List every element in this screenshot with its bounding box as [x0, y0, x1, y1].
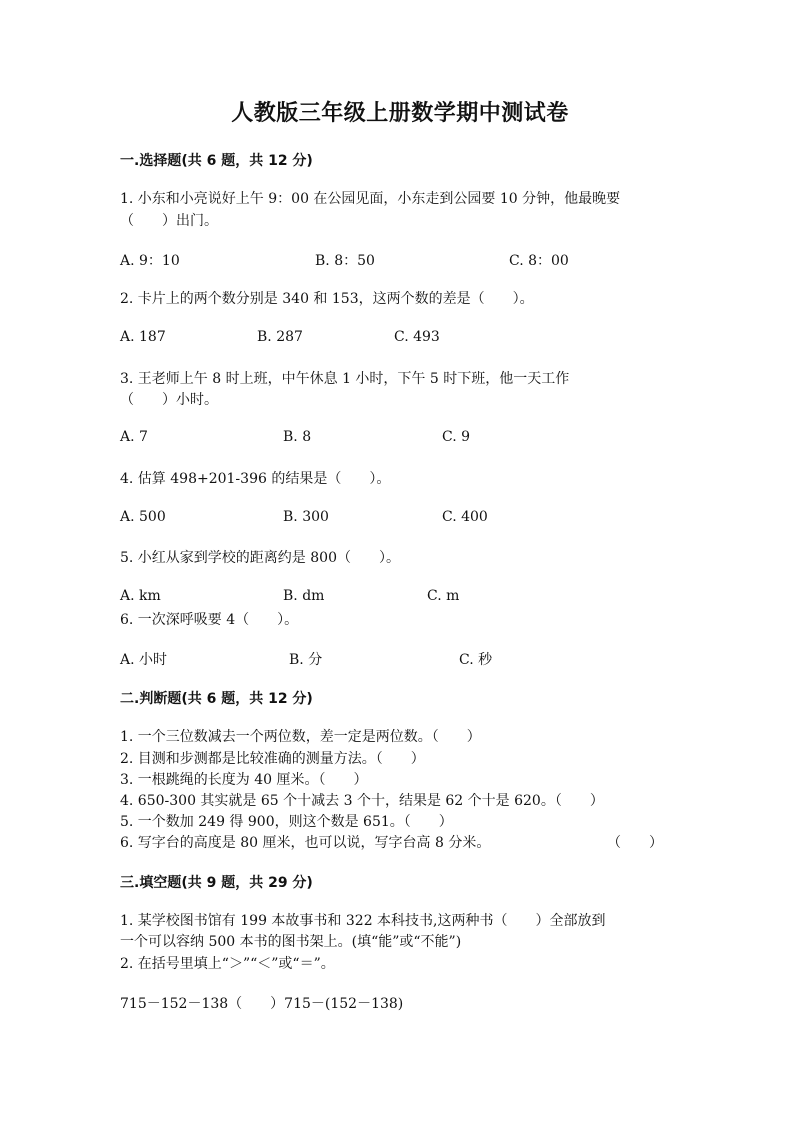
question-1-option-a: A. 9：10: [120, 253, 180, 269]
question-4-option-a: A. 500: [120, 509, 166, 525]
question-1-stem-cont: （ ）出门。: [120, 213, 218, 229]
question-3-option-c: C. 9: [442, 429, 471, 445]
question-1-option-b: B. 8：50: [315, 253, 375, 269]
question-6-option-c: C. 秒: [459, 652, 493, 668]
judgment-item-6-blank: （ ）: [607, 835, 663, 851]
judgment-item-2: 2. 目测和步测都是比较准确的测量方法。（ ）: [120, 751, 425, 767]
question-2-stem: 2. 卡片上的两个数分别是 340 和 153，这两个数的差是（ ）。: [120, 291, 534, 307]
section-heading-choice: 一.选择题(共 6 题，共 12 分): [120, 153, 313, 169]
page-title: 人教版三年级上册数学期中测试卷: [231, 100, 569, 126]
question-3-stem-cont: （ ）小时。: [120, 392, 218, 408]
question-1-option-c: C. 8：00: [509, 253, 569, 269]
question-6-option-b: B. 分: [289, 652, 323, 668]
judgment-item-5: 5. 一个数加 249 得 900，则这个数是 651。（ ）: [120, 814, 453, 830]
fill-blank-2-stem: 2. 在括号里填上“＞”“＜”或“＝”。: [120, 956, 335, 972]
judgment-item-1: 1. 一个三位数减去一个两位数，差一定是两位数。（ ）: [120, 729, 481, 745]
question-5-option-a: A. km: [120, 588, 161, 604]
judgment-item-6: 6. 写字台的高度是 80 厘米，也可以说，写字台高 8 分米。: [120, 835, 491, 851]
question-4-stem: 4. 估算 498+201-396 的结果是（ ）。: [120, 471, 391, 487]
section-heading-fill-blank: 三.填空题(共 9 题，共 29 分): [120, 875, 313, 891]
question-2-option-a: A. 187: [120, 329, 166, 345]
question-1-stem: 1. 小东和小亮说好上午 9：00 在公园见面，小东走到公园要 10 分钟，他最晚要: [120, 191, 621, 207]
question-4-option-c: C. 400: [442, 509, 488, 525]
question-6-stem: 6. 一次深呼吸要 4（ ）。: [120, 612, 299, 628]
question-3-option-a: A. 7: [120, 429, 148, 445]
question-3-option-b: B. 8: [283, 429, 312, 445]
question-4-option-b: B. 300: [283, 509, 329, 525]
fill-blank-2-expression: 715－152－138（ ）715－(152－138): [120, 996, 404, 1012]
question-5-option-c: C. m: [427, 588, 460, 604]
question-5-option-b: B. dm: [283, 588, 325, 604]
question-2-option-c: C. 493: [394, 329, 440, 345]
section-heading-judgment: 二.判断题(共 6 题，共 12 分): [120, 691, 313, 707]
question-2-option-b: B. 287: [257, 329, 303, 345]
question-5-stem: 5. 小红从家到学校的距离约是 800（ ）。: [120, 550, 400, 566]
fill-blank-1-line1: 1. 某学校图书馆有 199 本故事书和 322 本科技书,这两种书（ ）全部放到: [120, 913, 606, 929]
judgment-item-3: 3. 一根跳绳的长度为 40 厘米。（ ）: [120, 772, 368, 788]
judgment-item-4: 4. 650-300 其实就是 65 个十减去 3 个十，结果是 62 个十是 620。（ ）: [120, 793, 604, 809]
question-3-stem: 3. 王老师上午 8 时上班，中午休息 1 小时，下午 5 时下班，他一天工作: [120, 371, 570, 387]
question-6-option-a: A. 小时: [120, 652, 168, 668]
fill-blank-1-line2: 一个可以容纳 500 本书的图书架上。(填“能”或“不能”): [120, 934, 462, 950]
